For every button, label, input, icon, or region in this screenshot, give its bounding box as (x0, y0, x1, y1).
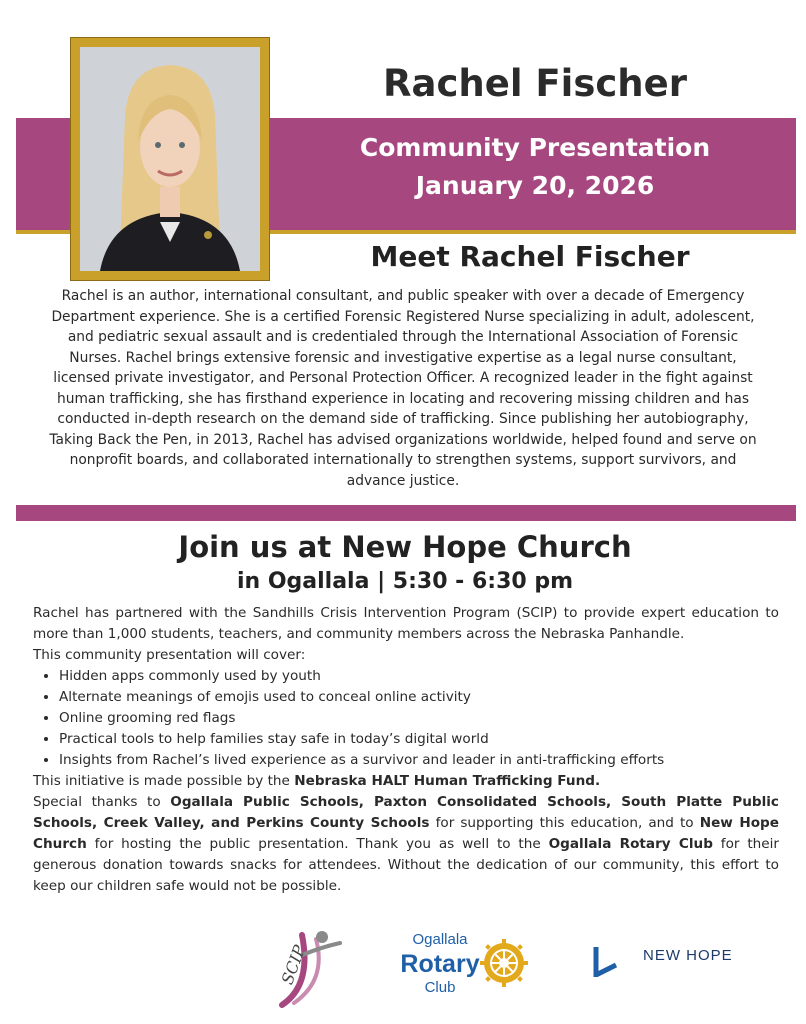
portrait-photo (71, 38, 269, 280)
rotary-logo (396, 931, 484, 997)
topics-list (33, 666, 779, 771)
thanks-church: New Hope Church (33, 815, 780, 852)
rotary-wheel-icon (480, 939, 528, 987)
rotary-logo-top: Ogallala (412, 931, 468, 948)
intro-paragraph: Rachel has partnered with the Sandhills Crisis Intervention Program (SCIP) to provide expert education to more than 1,000 students, teachers, and community members across the Nebraska Panhandle. (33, 605, 779, 642)
rotary-logo-main: Rotary (400, 950, 480, 978)
thanks-schools: Ogallala Public Schools, Paxton Consolidated Schools, South Platte Public Schools, Creek Valley, and Perkins County Schools (33, 794, 779, 831)
thanks-mid2: for hosting the public presentation. Thank you as well to the (86, 836, 549, 852)
speaker-name-title: Rachel Fischer (383, 62, 687, 105)
rotary-logo-bottom: Club (424, 979, 456, 996)
meet-heading: Meet Rachel Fischer (370, 240, 690, 273)
thanks-paragraph (33, 792, 779, 897)
thanks-end: for their generous donation towards snacks for attendees. Without the dedication of our community, this effort to keep our children safe would not be possible. (33, 836, 779, 894)
new-hope-mark-icon (592, 945, 618, 977)
scip-logo (272, 925, 344, 1009)
topics-lead: This community presentation will cover: (33, 647, 306, 663)
event-time-subtitle: in Ogallala | 5:30 - 6:30 pm (236, 569, 574, 594)
scip-logo-text: SCIP (277, 942, 310, 988)
event-location-title: Join us at New Hope Church (178, 530, 632, 564)
list-item: • Insights from Rachel’s lived experience as a survivor and leader in anti-trafficking efforts (59, 750, 779, 771)
thanks-rotary: Ogallala Rotary Club (548, 836, 713, 852)
sponsor-logos (0, 925, 806, 1020)
new-hope-logo-text: NEW HOPE (643, 947, 733, 964)
fund-paragraph (33, 771, 779, 792)
fund-prefix: This initiative is made possible by the (33, 773, 295, 789)
section-divider-band (16, 505, 796, 521)
list-item: • Practical tools to help families stay safe in today’s digital world (59, 729, 779, 750)
thanks-prefix: Special thanks to (33, 794, 171, 810)
banner-event-date: January 20, 2026 (415, 171, 655, 200)
list-item: • Hidden apps commonly used by youth (59, 666, 779, 687)
banner-event-type: Community Presentation (359, 133, 711, 162)
list-item: • Online grooming red flags (59, 708, 779, 729)
list-item: • Alternate meanings of emojis used to conceal online activity (59, 687, 779, 708)
fund-name: Nebraska HALT Human Trafficking Fund. (294, 773, 601, 789)
portrait-illustration (80, 47, 260, 271)
event-details (33, 603, 779, 897)
scip-logo-graphic (272, 925, 344, 1009)
speaker-bio: Rachel is an author, international consultant, and public speaker with over a decade of Emergency Department experience. She is a certified Forensic Registered Nurse specializing in adult, adolescent, and pediatric sexual assault and is credentialed through the International Association of Forensic Nurses. Rachel brings extensive forensic and investigative expertise as a legal nurse consultant, licensed private investigator, and Personal Protection Officer. A recognized leader in the fight against human trafficking, she has firsthand experience in locating and recovering missing children and has conducted in-depth research on the demand side of trafficking. Since publishing her autobiography, Taking Back the Pen, in 2013, Rachel has advised organizations worldwide, helped found and serve on nonprofit boards, and collaborated internationally to strengthen systems, support survivors, and advance justice. (49, 288, 757, 489)
thanks-mid: for supporting this education, and to (429, 815, 700, 831)
